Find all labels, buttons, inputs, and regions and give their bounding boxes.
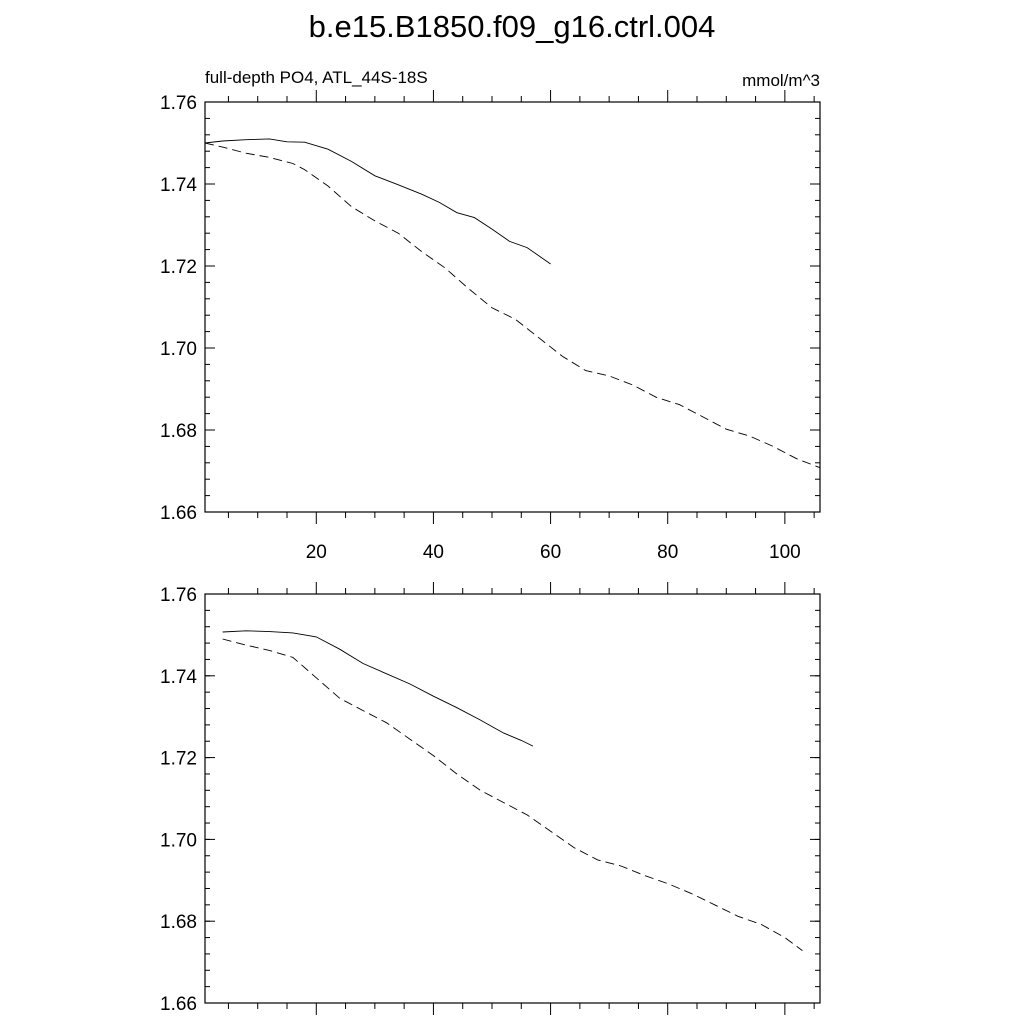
y-tick-label: 1.70 <box>160 830 197 852</box>
plot-frame <box>205 102 820 512</box>
y-tick-label: 1.76 <box>160 93 197 114</box>
series-line-dashed <box>223 639 803 951</box>
x-tick-label: 100 <box>769 542 801 563</box>
series-line-solid <box>223 631 533 746</box>
series-line-solid <box>205 139 551 264</box>
x-tick-label: 40 <box>422 542 444 563</box>
x-tick-label: 60 <box>540 542 562 563</box>
plot-frame <box>205 594 820 1003</box>
figure-title: b.e15.B1850.f09_g16.ctrl.004 <box>308 9 716 44</box>
units-label: mmol/m^3 <box>742 71 820 90</box>
y-tick-label: 1.74 <box>160 666 197 688</box>
y-tick-label: 1.74 <box>160 175 197 196</box>
y-tick-label: 1.68 <box>160 912 197 934</box>
y-tick-label: 1.68 <box>160 421 197 442</box>
y-tick-label: 1.66 <box>160 503 197 524</box>
top-panel <box>160 90 820 563</box>
variable-region-label: full-depth PO4, ATL_44S-18S <box>205 68 428 87</box>
bottom-panel <box>160 582 820 1015</box>
y-tick-label: 1.72 <box>160 748 197 770</box>
x-tick-label: 80 <box>657 542 679 563</box>
y-tick-label: 1.76 <box>160 585 197 606</box>
series-line-dashed <box>205 143 820 468</box>
y-tick-label: 1.70 <box>160 339 197 360</box>
y-tick-label: 1.72 <box>160 257 197 278</box>
x-tick-label: 20 <box>305 542 327 563</box>
y-tick-label: 1.66 <box>160 994 197 1015</box>
